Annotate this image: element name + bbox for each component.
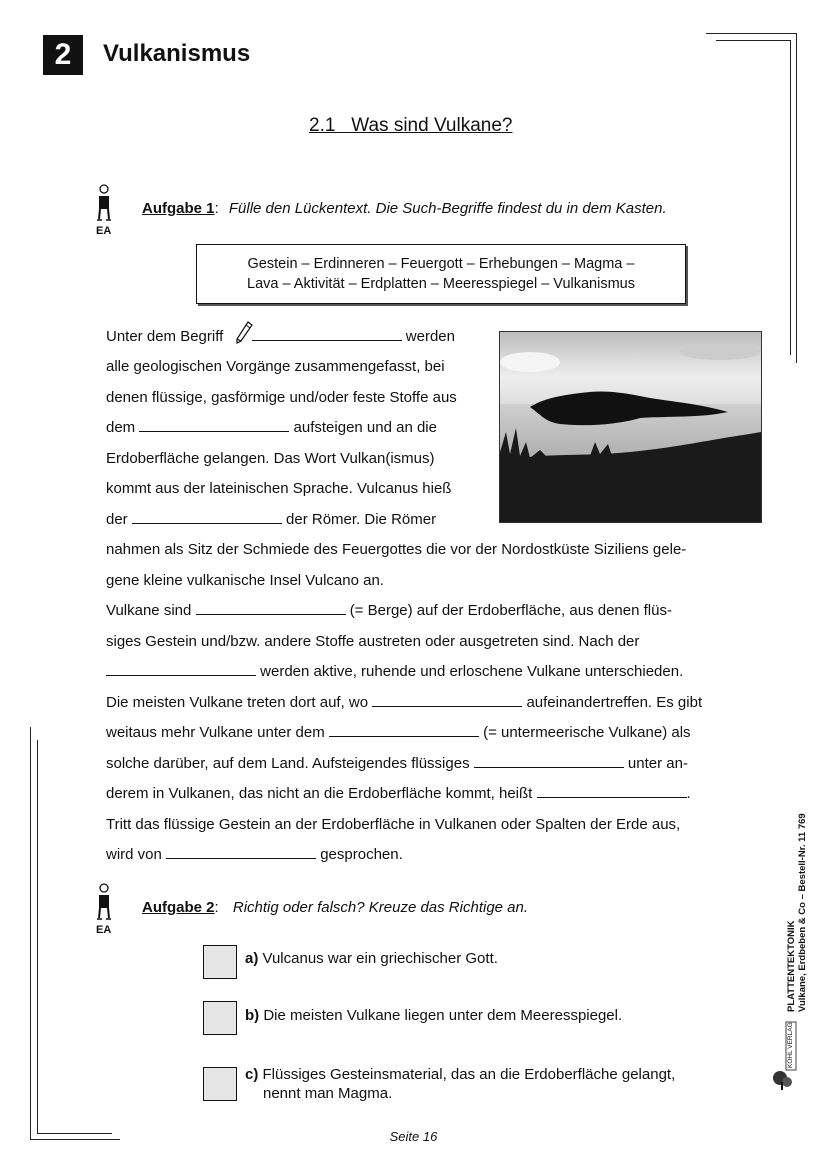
sidebar-line-2: Vulkane, Erdbeben & Co – Bestell-Nr. 11 769 bbox=[797, 813, 808, 1012]
blank-field[interactable] bbox=[252, 328, 402, 341]
cloze-text: denen flüssige, gasförmige und/oder feste Stoffe aus bbox=[106, 389, 457, 406]
cloze-text: kommt aus der lateinischen Sprache. Vulcanus hieß bbox=[106, 480, 452, 497]
cloze-text: alle geologischen Vorgänge zusammengefasst, bei bbox=[106, 358, 445, 375]
person-icon bbox=[94, 184, 114, 229]
task2-instruction: Richtig oder falsch? Kreuze das Richtige an. bbox=[232, 899, 529, 916]
page-number: Seite 16 bbox=[389, 1129, 438, 1144]
task2-colon: : bbox=[214, 899, 219, 916]
word-box bbox=[196, 244, 686, 304]
cloze-text: Erdoberfläche gelangen. Das Wort Vulkan(ismus) bbox=[106, 450, 435, 467]
cloze-text: (= untermeerische Vulkane) als bbox=[483, 724, 691, 741]
cloze-text: nahmen als Sitz der Schmiede des Feuergottes die vor der Nordostküste Siziliens gele- bbox=[106, 541, 687, 558]
task1-label: Aufgabe 1 bbox=[142, 200, 215, 217]
frame-top-line bbox=[706, 33, 796, 34]
statement-a bbox=[245, 949, 498, 968]
cloze-line bbox=[106, 779, 691, 809]
ea-badge: EA bbox=[96, 924, 112, 936]
task2-label: Aufgabe 2 bbox=[142, 899, 215, 916]
cloze-text: gene kleine vulkanische Insel Vulcano an. bbox=[106, 572, 384, 589]
frame-left-line bbox=[30, 727, 31, 1139]
chapter-title: Vulkanismus bbox=[103, 40, 251, 67]
word-box-line-2: Lava – Aktivität – Erdplatten – Meeresspiegel – Vulkanismus bbox=[247, 276, 635, 292]
blank-field[interactable] bbox=[139, 419, 289, 432]
statement-text: Flüssiges Gesteinsmaterial, das an die Erdoberfläche gelangt, bbox=[262, 1066, 676, 1083]
chapter-number: 2 bbox=[43, 35, 83, 75]
blank-field[interactable] bbox=[372, 694, 522, 707]
cloze-text: aufsteigen und an die bbox=[293, 419, 437, 436]
frame-right-line bbox=[796, 33, 797, 363]
blank-field[interactable] bbox=[166, 846, 316, 859]
blank-field[interactable] bbox=[474, 755, 624, 768]
checkbox-a[interactable] bbox=[203, 945, 237, 979]
cloze-text: werden aktive, ruhende und erloschene Vulkane unterschieden. bbox=[260, 663, 684, 680]
cloze-line bbox=[106, 535, 686, 565]
cloze-text: solche darüber, auf dem Land. Aufsteigendes flüssiges bbox=[106, 755, 470, 772]
cloze-text: Die meisten Vulkane treten dort auf, wo bbox=[106, 694, 369, 711]
publisher-logo bbox=[770, 1020, 798, 1092]
statement-text: Vulcanus war ein griechischer Gott. bbox=[262, 950, 498, 967]
word-box-line-1: Gestein – Erdinneren – Feuergott – Erhebungen – Magma – bbox=[247, 256, 635, 272]
task1-instruction: Fülle den Lückentext. Die Such-Begriffe findest du in dem Kasten. bbox=[228, 200, 667, 217]
cloze-line bbox=[106, 322, 455, 352]
frame-right-line-inner bbox=[790, 40, 791, 355]
cloze-line bbox=[106, 596, 672, 626]
ea-badge: EA bbox=[96, 225, 112, 237]
cloze-line bbox=[106, 474, 451, 504]
cloze-line bbox=[106, 413, 437, 443]
person-icon bbox=[94, 883, 114, 928]
checkbox-b[interactable] bbox=[203, 1001, 237, 1035]
cloze-line bbox=[106, 566, 384, 596]
volcano-island-photo bbox=[499, 331, 762, 523]
cloze-line bbox=[106, 657, 683, 687]
task1-heading bbox=[142, 200, 667, 217]
statement-letter: a) bbox=[245, 950, 259, 967]
publisher-name: KOHL VERLAG bbox=[787, 1022, 794, 1068]
statement-b bbox=[245, 1006, 622, 1025]
cloze-text: dem bbox=[106, 419, 136, 436]
blank-field[interactable] bbox=[329, 724, 479, 737]
cloze-text: unter an- bbox=[627, 755, 688, 772]
cloze-text: Tritt das flüssige Gestein an der Erdoberfläche in Vulkanen oder Spalten der Erde aus, bbox=[106, 816, 681, 833]
statement-c bbox=[245, 1065, 675, 1103]
publisher-sidebar bbox=[786, 813, 808, 1012]
cloze-text: werden bbox=[405, 328, 455, 345]
cloze-line bbox=[106, 505, 436, 535]
cloze-text: der bbox=[106, 511, 128, 528]
blank-field[interactable] bbox=[196, 602, 346, 615]
statement-text: nennt man Magma. bbox=[263, 1085, 393, 1102]
cloze-text: wird von bbox=[106, 846, 162, 863]
cloze-line bbox=[106, 688, 702, 718]
cloze-text: der Römer. Die Römer bbox=[286, 511, 437, 528]
frame-top-line-inner bbox=[716, 40, 791, 41]
cloze-line bbox=[106, 627, 639, 657]
statement-letter: c) bbox=[245, 1066, 259, 1083]
blank-field[interactable] bbox=[537, 785, 687, 798]
cloze-line bbox=[106, 444, 435, 474]
cloze-line bbox=[106, 718, 691, 748]
cloze-text: aufeinandertreffen. Es gibt bbox=[526, 694, 703, 711]
checkbox-c[interactable] bbox=[203, 1067, 237, 1101]
statement-letter: b) bbox=[245, 1007, 260, 1024]
task1-colon: : bbox=[214, 200, 219, 217]
cloze-text: siges Gestein und/bzw. andere Stoffe austreten oder ausgetreten sind. Nach der bbox=[106, 633, 640, 650]
cloze-line bbox=[106, 352, 445, 382]
cloze-text: derem in Vulkanen, das nicht an die Erdoberfläche kommt, heißt bbox=[106, 785, 533, 802]
cloze-text: (= Berge) auf der Erdoberfläche, aus denen flüs- bbox=[349, 602, 672, 619]
cloze-text: . bbox=[686, 785, 691, 802]
frame-left-line-inner bbox=[37, 740, 38, 1133]
cloze-line bbox=[106, 749, 688, 779]
cloze-text: Unter dem Begriff bbox=[106, 328, 224, 345]
cloze-text: weitaus mehr Vulkane unter dem bbox=[106, 724, 325, 741]
cloze-text: Vulkane sind bbox=[106, 602, 192, 619]
sidebar-line-1: PLATTENTEKTONIK bbox=[786, 920, 797, 1012]
section-title: 2.1 Was sind Vulkane? bbox=[309, 115, 513, 136]
statement-text: Die meisten Vulkane liegen unter dem Meeresspiegel. bbox=[263, 1007, 623, 1024]
cloze-line bbox=[106, 383, 457, 413]
blank-field[interactable] bbox=[106, 663, 256, 676]
cloze-line bbox=[106, 810, 680, 840]
blank-field[interactable] bbox=[132, 511, 282, 524]
task2-heading bbox=[142, 899, 528, 916]
cloze-text: gesprochen. bbox=[320, 846, 403, 863]
cloze-line bbox=[106, 840, 403, 870]
